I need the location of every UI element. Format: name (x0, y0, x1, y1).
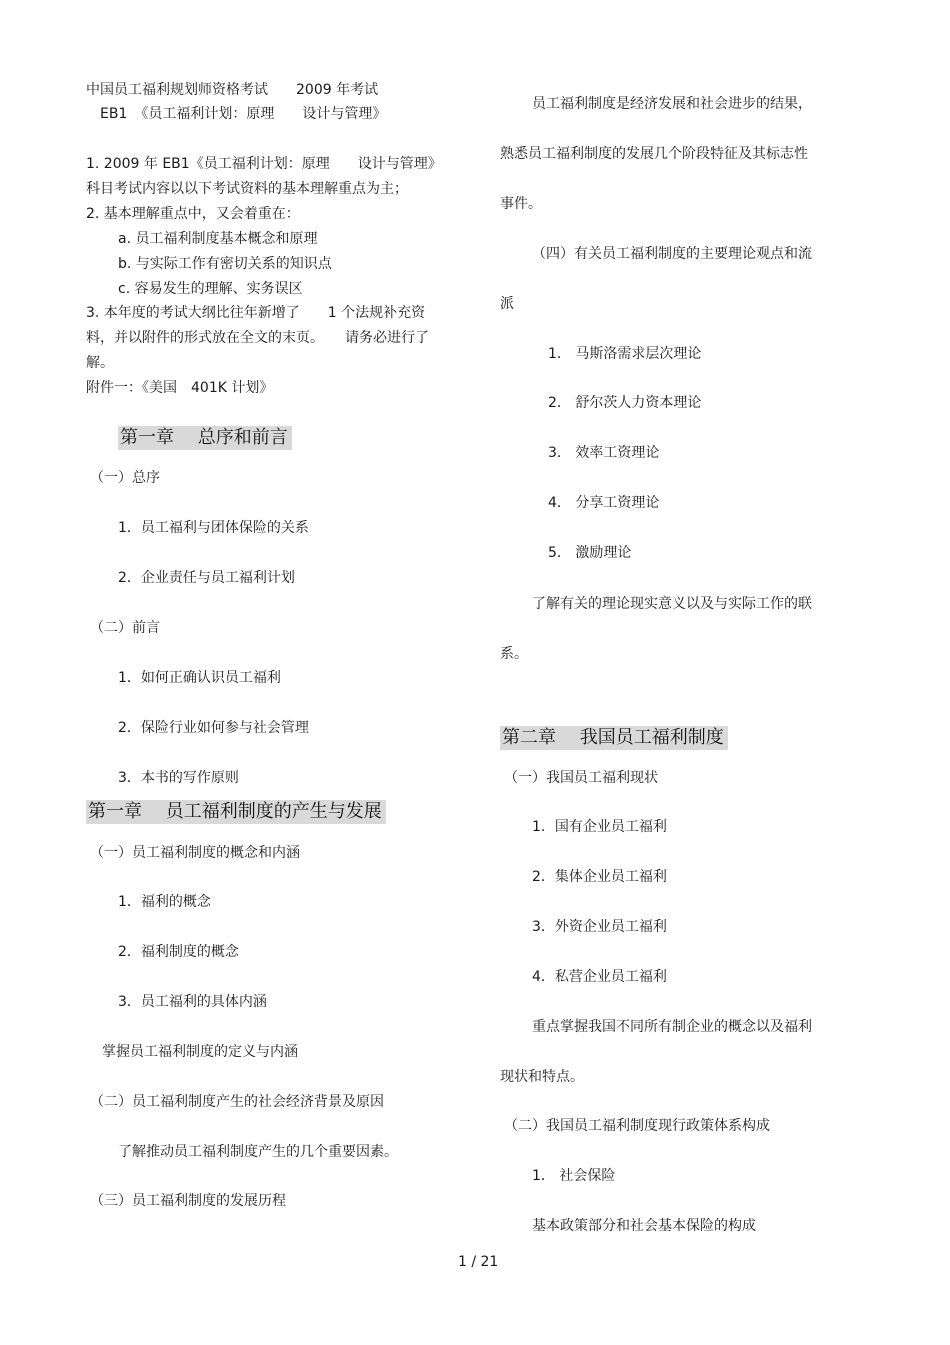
body-text: 派 (500, 296, 514, 312)
section-heading: （三）员工福利制度的发展历程 (90, 1193, 286, 1209)
section-heading: （二）前言 (90, 620, 160, 636)
intro-p1-line2: 科目考试内容以以下考试资料的基本理解重点为主； (86, 181, 408, 197)
intro-p2a: a. 员工福利制度基本概念和原理 (118, 231, 318, 247)
intro-attachment: 附件一：《美国 401K 计划》 (86, 380, 274, 396)
body-text: 员工福利制度是经济发展和社会进步的结果， (532, 96, 812, 112)
list-item: 1．员工福利与团体保险的关系 (118, 520, 309, 536)
list-item: 3．员工福利的具体内涵 (118, 994, 267, 1010)
body-text: 系。 (500, 646, 528, 662)
list-item: 2．集体企业员工福利 (532, 869, 667, 885)
chapter-heading-preface: 第一章 总序和前言 (118, 426, 292, 450)
section-heading: （二）员工福利制度产生的社会经济背景及原因 (90, 1094, 384, 1110)
body-text: 事件。 (500, 196, 542, 212)
intro-p2: 2. 基本理解重点中，又会着重在： (86, 206, 300, 222)
list-item: 4． 分享工资理论 (548, 495, 660, 511)
doc-header-line2: EB1 《员工福利计划：原理 设计与管理》 (100, 106, 387, 122)
list-item: 5． 激励理论 (548, 545, 632, 561)
list-item: 1．如何正确认识员工福利 (118, 670, 281, 686)
list-item: 1．国有企业员工福利 (532, 819, 667, 835)
note-text: 掌握员工福利制度的定义与内涵 (102, 1044, 298, 1060)
list-item: 2．保险行业如何参与社会管理 (118, 720, 309, 736)
doc-header-line1: 中国员工福利规划师资格考试 2009 年考试 (86, 82, 379, 98)
page-number: 1 / 21 (458, 1254, 499, 1270)
list-item: 4．私营企业员工福利 (532, 969, 667, 985)
list-item: 2．福利制度的概念 (118, 944, 239, 960)
section-heading: （一）我国员工福利现状 (504, 770, 658, 786)
list-item: 1． 马斯洛需求层次理论 (548, 346, 702, 362)
body-text: 熟悉员工福利制度的发展几个阶段特征及其标志性 (500, 146, 808, 162)
intro-p3-line2: 料，并以附件的形式放在全文的末页。 请务必进行了 (86, 330, 429, 346)
section-heading: （一）总序 (90, 470, 160, 486)
list-item: 1．福利的概念 (118, 894, 211, 910)
body-text: 了解有关的理论现实意义以及与实际工作的联 (532, 596, 812, 612)
list-item: 2． 舒尔茨人力资本理论 (548, 395, 702, 411)
list-item: 2．企业责任与员工福利计划 (118, 570, 295, 586)
intro-p3-line3: 解。 (86, 355, 114, 371)
chapter-heading-china: 第二章 我国员工福利制度 (500, 726, 728, 750)
section-heading: （一）员工福利制度的概念和内涵 (90, 845, 300, 861)
note-text: 现状和特点。 (500, 1069, 584, 1085)
list-item: 1． 社会保险 (532, 1168, 616, 1184)
note-text: 重点掌握我国不同所有制企业的概念以及福利 (532, 1019, 812, 1035)
section-heading: （二）我国员工福利制度现行政策体系构成 (504, 1118, 770, 1134)
list-item: 3．外资企业员工福利 (532, 919, 667, 935)
chapter-heading-development: 第一章 员工福利制度的产生与发展 (86, 800, 386, 824)
intro-p2b: b. 与实际工作有密切关系的知识点 (118, 256, 332, 272)
intro-p1-line1: 1. 2009 年 EB1《员工福利计划：原理 设计与管理》 (86, 156, 442, 172)
intro-p2c: c. 容易发生的理解、实务误区 (118, 281, 303, 297)
list-item: 3． 效率工资理论 (548, 445, 660, 461)
note-text: 了解推动员工福利制度产生的几个重要因素。 (118, 1144, 398, 1160)
intro-p3-line1: 3. 本年度的考试大纲比往年新增了 1 个法规补充资 (86, 305, 426, 321)
list-item: 3．本书的写作原则 (118, 770, 239, 786)
section-heading: （四）有关员工福利制度的主要理论观点和流 (532, 246, 812, 262)
note-text: 基本政策部分和社会基本保险的构成 (532, 1218, 756, 1234)
